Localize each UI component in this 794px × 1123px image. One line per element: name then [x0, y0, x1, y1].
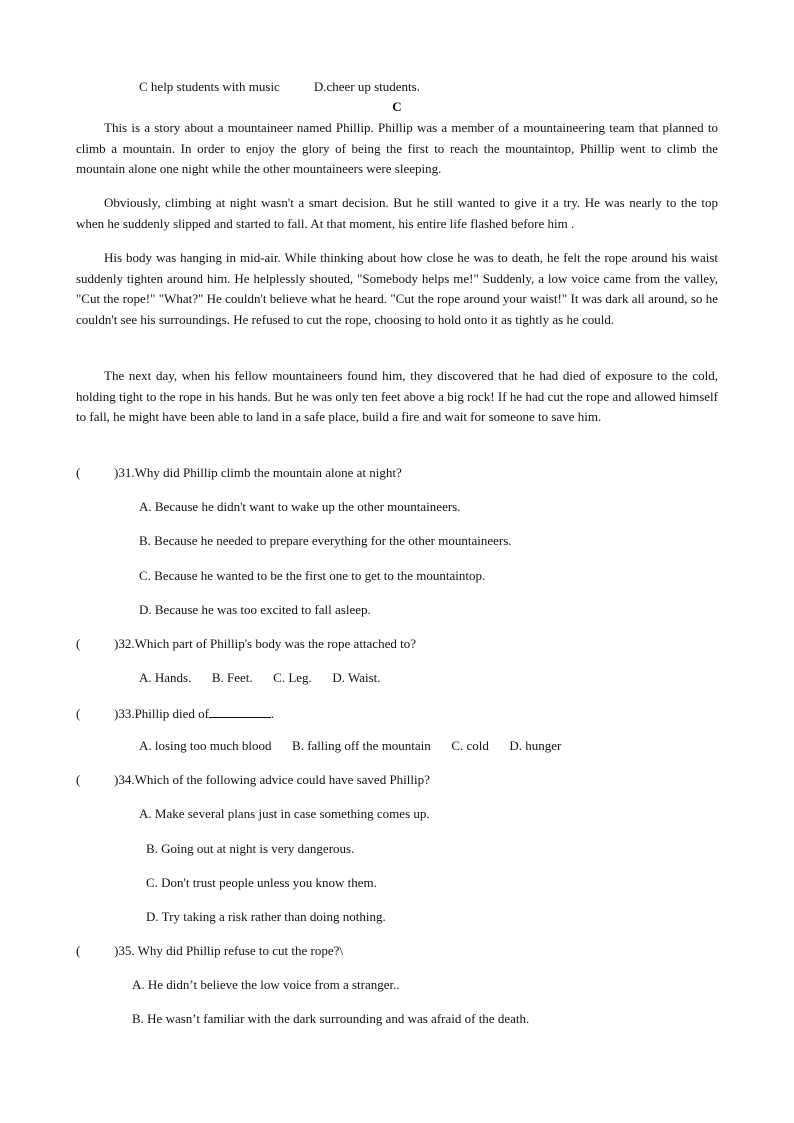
answer-bracket[interactable]: (	[76, 943, 81, 958]
q34-option-d: D. Try taking a risk rather than doing nothing.	[146, 909, 386, 924]
q31-option-b: B. Because he needed to prepare everything for the other mountaineers.	[139, 533, 512, 548]
question-32	[76, 636, 416, 652]
question-35	[76, 943, 343, 959]
previous-question-options	[139, 79, 420, 95]
question-stem: )35. Why did Phillip refuse to cut the rope?\	[114, 943, 344, 958]
q32-option-b: B. Feet.	[211, 670, 253, 685]
q32-option-c: C. Leg.	[273, 670, 312, 685]
q31-option-d: D. Because he was too excited to fall asleep.	[139, 602, 371, 617]
q31-option-a: A. Because he didn't want to wake up the other mountaineers.	[139, 499, 461, 514]
q31-option-c: C. Because he wanted to be the first one to get to the mountaintop.	[139, 568, 486, 583]
q32-options	[139, 670, 381, 686]
q35-option-a: A. He didn’t believe the low voice from a stranger..	[132, 977, 400, 992]
option-c: C help students with music	[139, 79, 280, 94]
question-stem: )33.Phillip died of	[114, 706, 209, 721]
fill-in-blank[interactable]	[209, 705, 271, 718]
question-31	[76, 465, 402, 481]
q32-option-d: D. Waist.	[332, 670, 381, 685]
question-34	[76, 772, 430, 788]
question-stem: )31.Why did Phillip climb the mountain alone at night?	[114, 465, 402, 480]
q34-option-a: A. Make several plans just in case something comes up.	[139, 806, 430, 821]
passage-paragraph-4: The next day, when his fellow mountaineers found him, they discovered that he had died of exposure to the cold, holding tight to the rope in his hands. But he was only ten feet above a big rock! If he had cut the rope and allowed himself to fall, he might have been able to land in a safe place, build a fire and wait for someone to save him.	[76, 368, 718, 425]
q34-option-c: C. Don't trust people unless you know them.	[146, 875, 377, 890]
q32-option-a: A. Hands.	[139, 670, 192, 685]
answer-bracket[interactable]: (	[76, 706, 81, 721]
q34-option-b: B. Going out at night is very dangerous.	[146, 841, 355, 856]
passage-paragraph-1: This is a story about a mountaineer named Phillip. Phillip was a member of a mountaineering team that planned to climb a mountain. In order to enjoy the glory of being the first to reach the mountaintop, Phillip went to climb the mountain alone one night while the other mountaineers were sleeping.	[76, 120, 718, 177]
answer-bracket[interactable]: (	[76, 636, 81, 651]
option-d: D.cheer up students.	[313, 79, 420, 94]
q33-option-d: D. hunger	[509, 738, 562, 753]
answer-bracket[interactable]: (	[76, 465, 81, 480]
question-33: ( )33.Phillip died of .	[76, 706, 275, 721]
answer-bracket[interactable]: (	[76, 772, 81, 787]
section-label: C	[392, 99, 402, 114]
q33-option-b: B. falling off the mountain	[292, 738, 431, 753]
question-stem: )32.Which part of Phillip's body was the rope attached to?	[114, 636, 416, 651]
question-stem: )34.Which of the following advice could have saved Phillip?	[114, 772, 430, 787]
passage-paragraph-3: His body was hanging in mid-air. While thinking about how close he was to death, he felt the rope around his waist suddenly tighten around him. He helplessly shouted, "Somebody helps me!" Suddenly, a low voice came from the valley, "Cut the rope!" "What?" He couldn't believe what he heard. "Cut the rope around your waist!" It was dark all around, so he couldn't see his surroundings. He refused to cut the rope, choosing to hold onto it as tightly as he could.	[76, 250, 718, 328]
q35-option-b: B. He wasn’t familiar with the dark surrounding and was afraid of the death.	[132, 1011, 530, 1026]
q33-option-a: A. losing too much blood	[139, 738, 272, 753]
q33-options	[139, 738, 561, 754]
q33-option-c: C. cold	[451, 738, 489, 753]
passage-paragraph-2: Obviously, climbing at night wasn't a smart decision. But he still wanted to give it a try. He was nearly to the top when he suddenly slipped and started to fall. At that moment, his entire life flashed before him .	[76, 195, 718, 231]
